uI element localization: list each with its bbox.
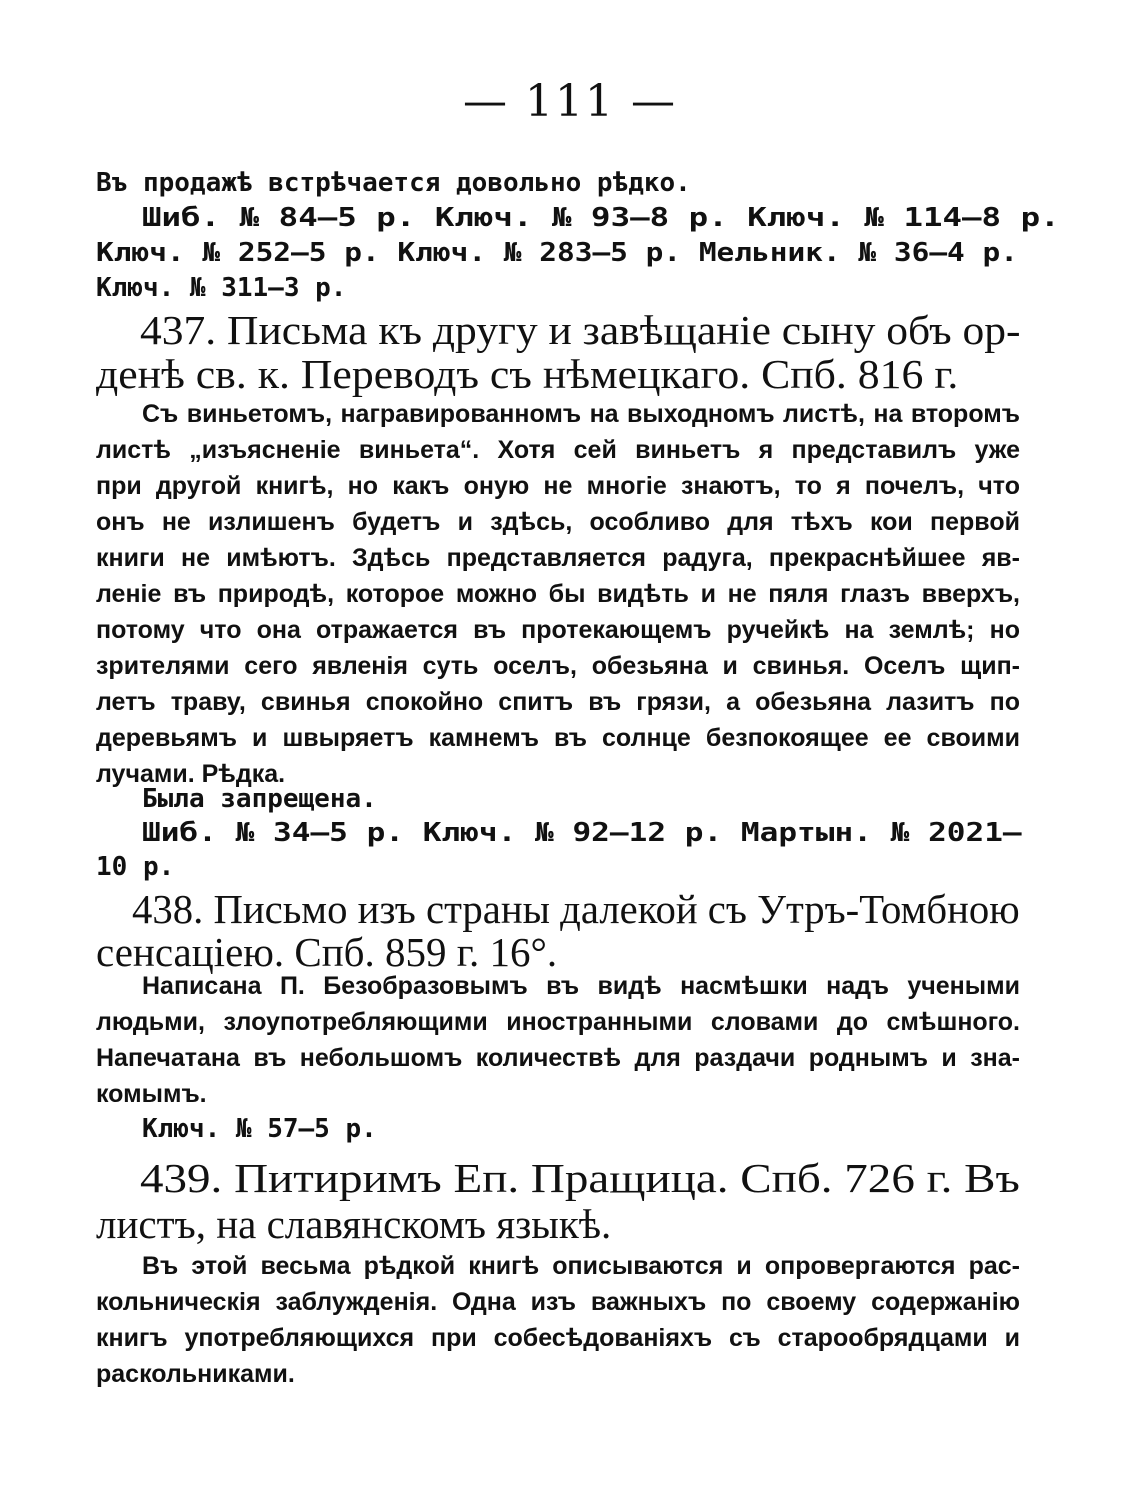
entry-title: 437. Письма къ другу и завѣщаніе сыну объ ор-: [140, 307, 1021, 353]
price-line: Ключ. № 252—5 р. Ключ. № 283—5 р. Мельник. № 36—4 р.: [96, 238, 1018, 268]
entry-title: сенсаціею. Спб. 859 г. 16°.: [96, 929, 558, 975]
description-line: летъ траву, свинья спокойно спитъ въ грязи, а обезьяна лазитъ по: [96, 688, 1020, 716]
description-line: листѣ „изъясненіе виньета“. Хотя сей виньетъ я представилъ уже: [96, 436, 1020, 464]
entry-description: [96, 1248, 1020, 1392]
description-line: деревьямъ и швыряетъ камнемъ въ солнце безпокоящее ее своими: [96, 724, 1020, 752]
description-line: лучами. Рѣдка.: [96, 760, 286, 788]
description-line: комымъ.: [96, 1080, 207, 1108]
entry-title: листъ, на славянскомъ языкѣ.: [96, 1201, 612, 1247]
price-line: 10 р.: [96, 852, 175, 882]
price-line: Шиб. № 84—5 р. Ключ. № 93—8 р. Ключ. № 114—8 р.: [142, 203, 1060, 233]
entry-description: [96, 396, 1020, 792]
description-line: Напечатана въ небольшомъ количествѣ для раздачи роднымъ и зна-: [96, 1044, 1020, 1072]
price-line: Ключ. № 311—3 р.: [96, 273, 347, 303]
description-line: при другой книгѣ, но какъ оную не многіе знаютъ, то я почелъ, что: [96, 472, 1020, 500]
description-line: потому что она отражается въ протекающемъ ручейкѣ на землѣ; но: [96, 616, 1020, 644]
description-line: книгъ употребляющихся при собесѣдованіяхъ съ старообрядцами и: [96, 1324, 1020, 1352]
price-line: Шиб. № 34—5 р. Ключ. № 92—12 р. Мартын. № 2021—: [142, 818, 1022, 848]
price-line: Ключ. № 57—5 р.: [142, 1114, 377, 1144]
page-number: — 111 —: [463, 76, 677, 127]
entry-description: [96, 968, 1020, 1112]
description-line: книги не имѣютъ. Здѣсь представляется радуга, прекраснѣйшее яв-: [96, 544, 1020, 572]
description-line: людьми, злоупотребляющими иностранными словами до смѣшного.: [96, 1008, 1020, 1036]
description-line: зрителями сего явленія суть оселъ, обезьяна и свинья. Оселъ щип-: [96, 652, 1020, 680]
entry-title: 438. Письмо изъ страны далекой съ Утръ-Томбною: [132, 886, 1020, 932]
description-line: Съ виньетомъ, награвированномъ на выходномъ листѣ, на второмъ: [142, 400, 1020, 428]
description-line: кольническія заблужденія. Одна изъ важныхъ по своему содержанію: [96, 1288, 1020, 1316]
description-line: раскольниками.: [96, 1360, 295, 1388]
note-line: Была запрещена.: [142, 784, 377, 814]
text-line: Въ продажѣ встрѣчается довольно рѣдко.: [96, 168, 691, 198]
description-line: онъ не излишенъ будетъ и здѣсь, особливо для тѣхъ кои первой: [96, 508, 1020, 536]
description-line: леніе въ природѣ, которое можно бы видѣть и не пяля глазъ вверхъ,: [96, 580, 1020, 608]
description-line: Въ этой весьма рѣдкой книгѣ описываются и опровергаются рас-: [142, 1252, 1020, 1280]
entry-title: денѣ св. к. Переводъ съ нѣмецкаго. Спб. 816 г.: [96, 351, 959, 397]
description-line: Написана П. Безобразовымъ въ видѣ насмѣшки надъ учеными: [142, 972, 1020, 1000]
entry-title: 439. Питиримъ Еп. Пращица. Спб. 726 г. Въ: [140, 1155, 1020, 1201]
